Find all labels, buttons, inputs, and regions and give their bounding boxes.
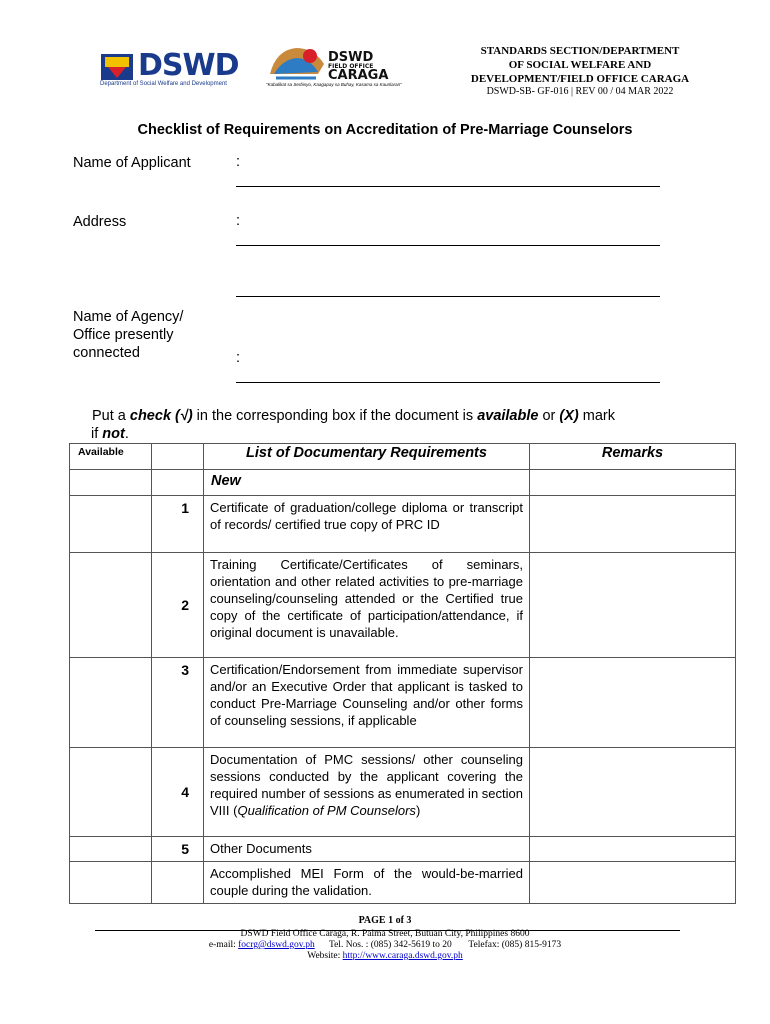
col-available-header: Available <box>70 444 152 470</box>
caraga-logo-tagline: "Kabalikat sa Serbisyo, Kaagapay sa Buhay, Kasama sa Kaunlaran" <box>266 82 402 87</box>
caraga-logo-text <box>328 52 388 81</box>
caraga-logo-line1: DSWD <box>328 50 374 65</box>
number-cell <box>152 470 204 496</box>
fax-number: Telefax: (085) 815-9173 <box>468 940 562 950</box>
address-line-1[interactable] <box>236 245 660 246</box>
document-code: DSWD-SB- GF-016 | REV 00 / 04 MAR 2022 <box>486 86 674 97</box>
website-label: Website: <box>307 951 343 961</box>
row-number: 4 <box>152 748 204 837</box>
remarks-cell[interactable] <box>530 837 736 862</box>
dswd-emblem-icon <box>100 52 134 82</box>
remarks-cell[interactable] <box>530 553 736 658</box>
row-number: 1 <box>152 496 204 553</box>
applicant-line[interactable] <box>236 186 660 187</box>
requirement-text <box>204 748 530 837</box>
dswd-logo-text: DSWD <box>138 48 239 83</box>
available-cell[interactable] <box>70 553 152 658</box>
requirement-text: Certification/Endorsement from immediate supervisor and/or an Executive Order that applicant is tasked to conduct Pre-Marriage Counseling and/or other forms of counseling sessions, if applicable <box>204 658 530 748</box>
instruction-part: . <box>124 426 129 442</box>
available-cell[interactable] <box>70 862 152 904</box>
table-row <box>70 496 736 553</box>
agency-label-line1: Name of Agency/ <box>73 309 184 325</box>
applicant-label: Name of Applicant <box>73 155 191 171</box>
table-row <box>70 553 736 658</box>
available-cell[interactable] <box>70 496 152 553</box>
address-line-2[interactable] <box>236 296 660 297</box>
row-number: 5 <box>152 837 204 862</box>
agency-label-line2: Office presently <box>73 327 174 343</box>
requirement-text: Other Documents <box>204 837 530 862</box>
org-line-1: STANDARDS SECTION/DEPARTMENT <box>480 45 680 57</box>
page-footer <box>0 915 770 962</box>
table-header-row <box>70 444 736 470</box>
instruction-part: mark <box>578 408 615 424</box>
email-link[interactable]: focrg@dswd.gov.ph <box>238 940 315 950</box>
website-link[interactable]: http://www.caraga.dswd.gov.ph <box>342 951 463 961</box>
instruction-part: Put a <box>92 408 130 424</box>
section-new-label: New <box>204 470 530 496</box>
footer-contacts <box>0 940 770 951</box>
requirement-text: Training Certificate/Certificates of seminars, orientation and other related activities to pre-marriage counseling/counseling attended or the Certified true copy of the certificate of participation/attendance, if original document is unavailable. <box>204 553 530 658</box>
caraga-logo-line3: CARAGA <box>328 68 389 83</box>
col-list-header: List of Documentary Requirements <box>204 444 530 470</box>
requirement-text: Accomplished MEI Form of the would-be-married couple during the validation. <box>204 862 530 904</box>
agency-label <box>73 308 183 362</box>
instruction-line2 <box>91 426 129 443</box>
table-row-section-new <box>70 470 736 496</box>
page-number: PAGE 1 of 3 <box>358 915 412 926</box>
requirement-text-italic: Qualification of PM Counselors <box>237 803 416 818</box>
email-label: e-mail: <box>208 940 239 950</box>
available-cell[interactable] <box>70 470 152 496</box>
agency-label-line3: connected <box>73 345 140 361</box>
instruction-part: or <box>538 408 560 424</box>
instruction-text <box>91 408 692 442</box>
instruction-check: check (√) <box>129 408 193 424</box>
requirements-table <box>69 443 736 904</box>
agency-line[interactable] <box>236 382 660 383</box>
table-row <box>70 748 736 837</box>
available-cell[interactable] <box>70 837 152 862</box>
page-title: Checklist of Requirements on Accreditation of Pre-Marriage Counselors <box>137 122 633 138</box>
remarks-cell[interactable] <box>530 748 736 837</box>
row-number: 2 <box>152 553 204 658</box>
footer-address: DSWD Field Office Caraga, R. Palma Street, Butuan City, Philippines 8600 <box>240 929 530 939</box>
available-cell[interactable] <box>70 658 152 748</box>
table-row <box>70 658 736 748</box>
dswd-logo <box>100 50 240 90</box>
org-line-2: OF SOCIAL WELFARE AND <box>508 59 652 71</box>
remarks-cell[interactable] <box>530 496 736 553</box>
remarks-cell[interactable] <box>530 470 736 496</box>
instruction-available: available <box>477 408 539 424</box>
instruction-x: (X) <box>559 408 579 424</box>
dswd-logo-subtitle: Department of Social Welfare and Development <box>100 81 227 87</box>
caraga-logo-line2: FIELD OFFICE <box>328 63 374 70</box>
row-number: 3 <box>152 658 204 748</box>
row-number <box>152 862 204 904</box>
requirement-text-main: Documentation of PMC sessions/ other counseling sessions conducted by the applicant covering the required number of sessions as enumerated in section VIII ( <box>210 752 523 818</box>
remarks-cell[interactable] <box>530 862 736 904</box>
org-line-3: DEVELOPMENT/FIELD OFFICE CARAGA <box>470 73 690 85</box>
applicant-colon: : <box>236 154 241 170</box>
requirement-text-end: ) <box>415 803 421 818</box>
available-cell[interactable] <box>70 748 152 837</box>
instruction-part: if <box>91 426 103 442</box>
tel-numbers: Tel. Nos. : (085) 342-5619 to 20 <box>328 940 452 950</box>
dswd-caraga-logo <box>266 44 402 90</box>
instruction-not: not <box>102 426 125 442</box>
col-remarks-header: Remarks <box>530 444 736 470</box>
caraga-emblem-icon <box>266 44 326 82</box>
instruction-part: in the corresponding box if the document is <box>192 408 478 424</box>
table-row <box>70 837 736 862</box>
table-row <box>70 862 736 904</box>
org-header <box>455 44 705 86</box>
agency-colon: : <box>236 350 241 366</box>
address-label: Address <box>73 214 127 230</box>
requirement-text: Certificate of graduation/college diploma or transcript of records/ certified true copy of PRC ID <box>204 496 530 553</box>
footer-website <box>0 951 770 962</box>
address-colon: : <box>236 213 241 229</box>
col-number-header <box>152 444 204 470</box>
remarks-cell[interactable] <box>530 658 736 748</box>
